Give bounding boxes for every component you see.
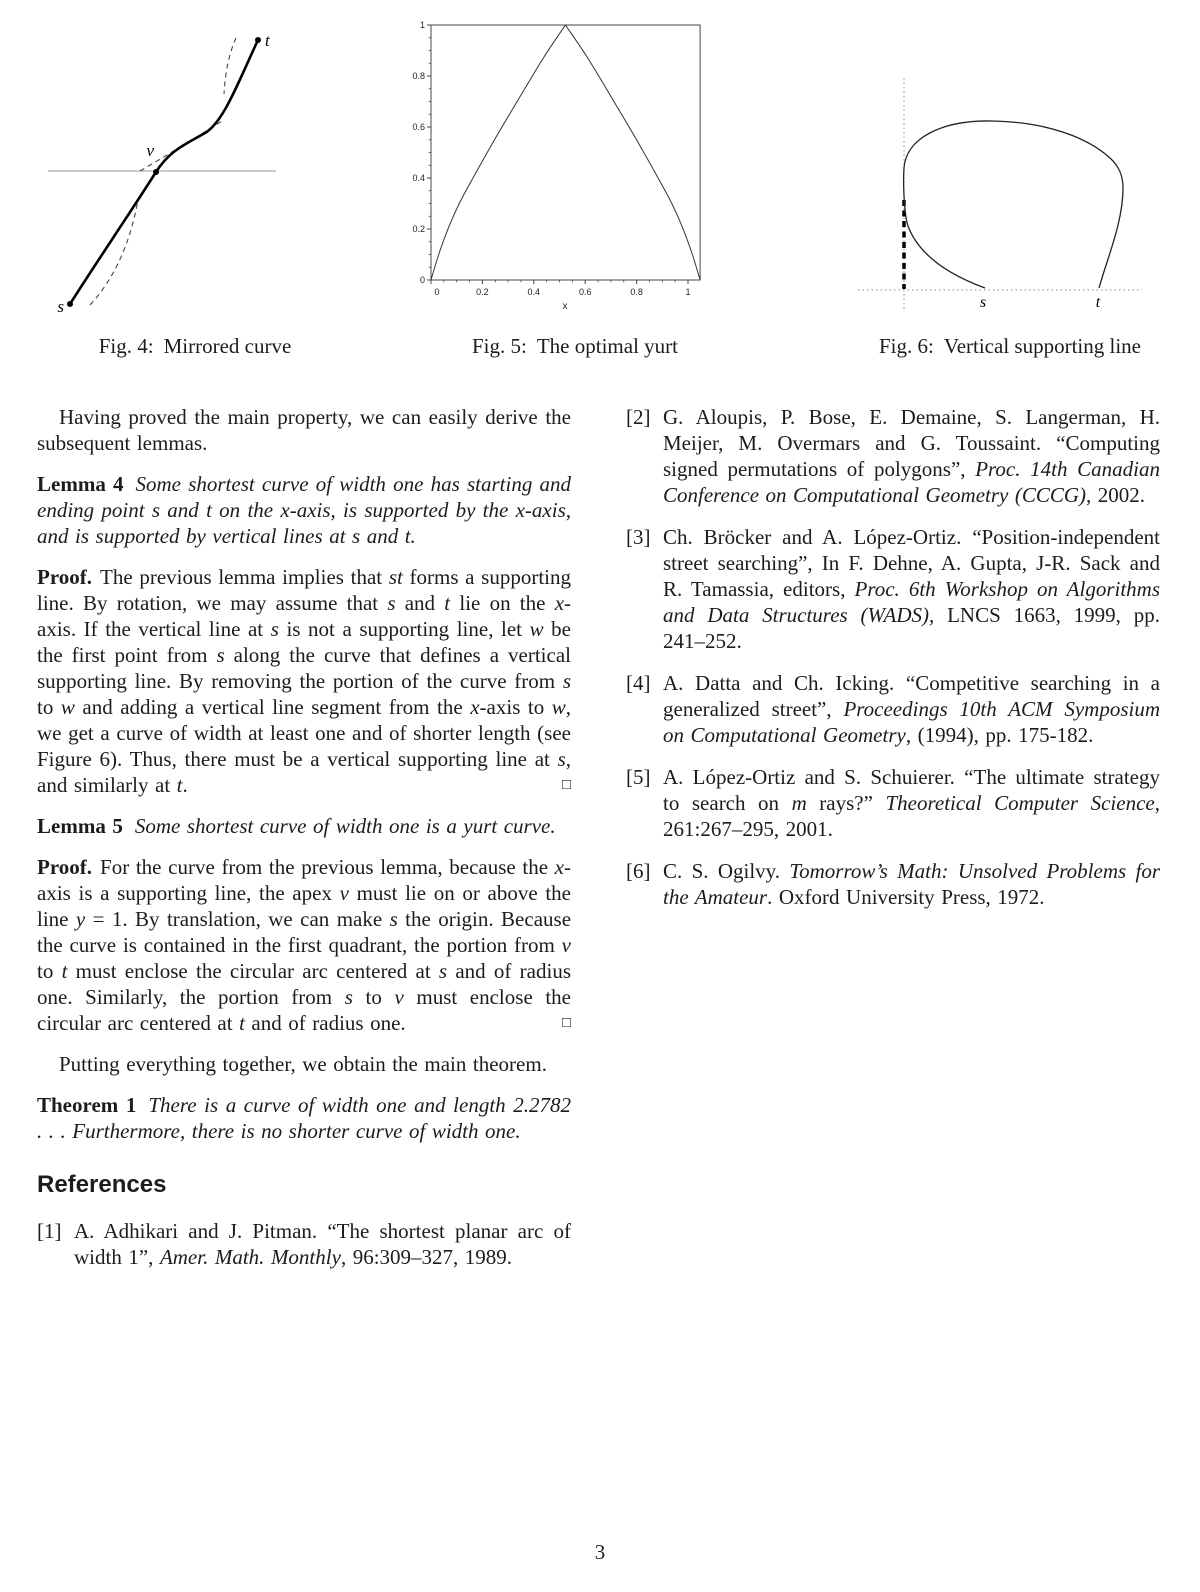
left-column bbox=[37, 404, 571, 1286]
fig5-y-tick-label: 0.4 bbox=[412, 173, 425, 183]
qed-box: □ bbox=[561, 1015, 571, 1031]
fig4-mirrored-curve-figure bbox=[28, 8, 368, 338]
reference-4-number: [4] bbox=[626, 671, 651, 695]
fig6-label-t: t bbox=[1095, 294, 1101, 311]
fig5-y-tick-label: 0.8 bbox=[412, 71, 425, 81]
fig5-y-tick-label: 1 bbox=[419, 20, 425, 30]
proof-4-label: Proof. bbox=[37, 565, 93, 589]
reference-3-number: [3] bbox=[626, 525, 651, 549]
closing-paragraph: Putting everything together, we obtain the main theorem. bbox=[59, 1052, 547, 1076]
reference-5-number: [5] bbox=[626, 765, 651, 789]
fig6-label-s: s bbox=[979, 294, 987, 311]
reference-3 bbox=[626, 524, 1160, 654]
reference-5 bbox=[626, 764, 1160, 842]
fig5-x-tick-label: 0.6 bbox=[578, 287, 592, 297]
reference-6-number: [6] bbox=[626, 859, 651, 883]
reference-5-text: A. López-Ortiz and S. Schuierer. “The ultimate strategy to search on m rays?” Theoretical Computer Science, 261:267–295, 2001. bbox=[663, 765, 1160, 841]
reference-1-text: A. Adhikari and J. Pitman. “The shortest planar arc of width 1”, Amer. Math. Monthly, 96:309–327, 1989. bbox=[74, 1219, 571, 1269]
intro-paragraph: Having proved the main property, we can easily derive the subsequent lemmas. bbox=[37, 405, 571, 455]
fig5-plot-frame bbox=[431, 25, 700, 280]
fig6-caption-text: Vertical supporting line bbox=[943, 334, 1141, 358]
reference-2 bbox=[626, 404, 1160, 508]
fig4-caption bbox=[30, 334, 360, 359]
fig5-x-tick-label: 1 bbox=[685, 287, 691, 297]
reference-1 bbox=[37, 1218, 571, 1270]
proof-of-lemma-4 bbox=[37, 564, 571, 798]
lemma-4 bbox=[37, 471, 571, 549]
fig5-yurt-curve bbox=[431, 25, 700, 280]
reference-2-number: [2] bbox=[626, 405, 651, 429]
lemma-5 bbox=[37, 813, 571, 839]
fig5-x-tick-label: 0.4 bbox=[527, 287, 541, 297]
fig6-caption-label: Fig. 6: bbox=[879, 334, 934, 358]
reference-1-number: [1] bbox=[37, 1219, 62, 1243]
proof-5-text: For the curve from the previous lemma, because the x-axis is a supporting line, the apex v must lie on or above the line y = 1. By translation, we can make s the origin. Because the curve is contained in the first quadrant, the portion from v to t must enclose the circular arc centered at s and of radius one. Similarly, the portion from s to v must enclose the circular arc centered at t and of radius one. bbox=[37, 855, 572, 1035]
fig5-y-tick-label: 0 bbox=[419, 275, 425, 285]
fig5-plot-canvas bbox=[412, 20, 700, 297]
reference-2-text: G. Aloupis, P. Bose, E. Demaine, S. Langerman, H. Meijer, M. Overmars and G. Toussaint. “Computing signed permutations of polygons”, Proc. 14th Canadian Conference on Computational Geometry (CCCG), 2002. bbox=[663, 405, 1160, 507]
references-heading: References bbox=[37, 1171, 167, 1198]
lemma-5-statement: Some shortest curve of width one is a yurt curve. bbox=[134, 814, 556, 838]
right-column bbox=[626, 404, 1160, 926]
qed-box: □ bbox=[561, 777, 571, 793]
fig4-caption-label: Fig. 4: bbox=[98, 334, 154, 358]
fig4-dashed-arc-t bbox=[224, 38, 236, 94]
fig6-curve-path bbox=[904, 121, 1123, 288]
fig5-x-tick-label: 0.8 bbox=[630, 287, 643, 297]
page-number: 3 bbox=[594, 1540, 606, 1564]
reference-4-text: A. Datta and Ch. Icking. “Competitive searching in a generalized street”, Proceedings 10th ACM Symposium on Computational Geometry, (1994), pp. 175-182. bbox=[663, 671, 1160, 747]
fig4-point-v bbox=[153, 169, 159, 175]
fig4-caption-text: Mirrored curve bbox=[163, 334, 292, 358]
fig5-y-tick-label: 0.2 bbox=[412, 224, 425, 234]
lemma-5-label: Lemma 5 bbox=[37, 814, 123, 838]
fig5-caption-text: The optimal yurt bbox=[536, 334, 678, 358]
fig5-x-axis-label: x bbox=[562, 301, 568, 312]
fig6-vertical-supporting-line-figure bbox=[850, 30, 1150, 320]
fig4-point-s bbox=[67, 301, 73, 307]
lemma-4-statement: Some shortest curve of width one has starting and ending point s and t on the x-axis, is supported by the x-axis, and is supported by vertical lines at s and t. bbox=[37, 472, 572, 548]
fig5-caption-label: Fig. 5: bbox=[472, 334, 527, 358]
fig5-x-tick-label: 0.2 bbox=[476, 287, 489, 297]
fig4-point-t bbox=[255, 37, 261, 43]
theorem-1-label: Theorem 1 bbox=[37, 1093, 137, 1117]
theorem-1 bbox=[37, 1092, 571, 1144]
fig5-caption bbox=[410, 334, 740, 359]
fig4-label-t: t bbox=[265, 31, 270, 50]
fig4-label-s: s bbox=[57, 297, 64, 316]
lemma-4-label: Lemma 4 bbox=[37, 472, 124, 496]
fig6-caption bbox=[845, 334, 1175, 359]
theorem-1-statement: There is a curve of width one and length 2.2782 . . . Furthermore, there is no shorter curve of width one. bbox=[37, 1093, 571, 1143]
fig4-mirrored-curve-path bbox=[70, 40, 258, 304]
fig5-optimal-yurt-plot bbox=[398, 10, 718, 330]
fig4-label-v: v bbox=[146, 141, 154, 160]
reference-6-text: C. S. Ogilvy. Tomorrow’s Math: Unsolved Problems for the Amateur. Oxford University Press, 1972. bbox=[663, 859, 1161, 909]
reference-4 bbox=[626, 670, 1160, 748]
proof-of-lemma-5 bbox=[37, 854, 571, 1036]
fig5-y-tick-label: 0.6 bbox=[412, 122, 425, 132]
fig4-dashed-arc-s bbox=[90, 200, 138, 305]
reference-6 bbox=[626, 858, 1160, 910]
proof-5-label: Proof. bbox=[37, 855, 93, 879]
reference-3-text: Ch. Bröcker and A. López-Ortiz. “Position-independent street searching”, In F. Dehne, A. Gupta, J-R. Sack and R. Tamassia, editors, Proc. 6th Workshop on Algorithms and Data Structures (WADS), LNCS 1663, 1999, pp. 241–252. bbox=[663, 525, 1161, 653]
proof-4-text: The previous lemma implies that st forms a supporting line. By rotation, we may assume that s and t lie on the x-axis. If the vertical line at s is not a supporting line, let w be the first point from s along the curve that defines a vertical supporting line. By removing the portion of the curve from s to w and adding a vertical line segment from the x-axis to w, we get a curve of width at least one and of shorter length (see Figure 6). Thus, there must be a vertical supporting line at s, and similarly at t. bbox=[37, 565, 572, 797]
fig5-x-tick-label: 0 bbox=[434, 287, 440, 297]
